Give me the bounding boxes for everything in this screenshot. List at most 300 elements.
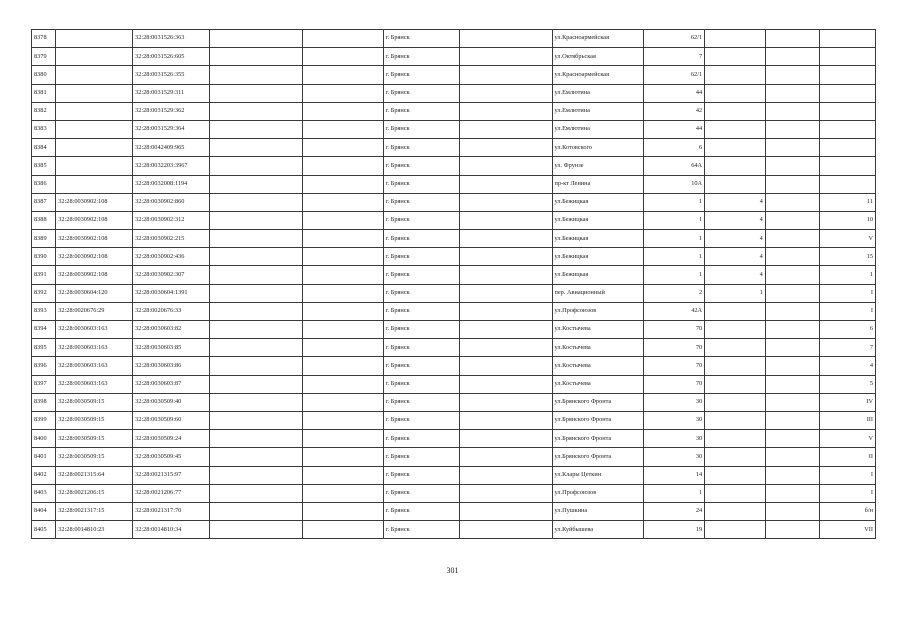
cadastral-number-cell: 32:28:0030902:307	[133, 266, 210, 284]
empty-cell	[302, 230, 383, 248]
building-cell	[705, 466, 766, 484]
house-number-cell: 10А	[644, 175, 705, 193]
empty-cell	[209, 266, 302, 284]
street-cell: ул.Бежицкая	[552, 211, 644, 229]
house-number-cell: 42А	[644, 302, 705, 320]
row-number-cell: 8385	[32, 157, 56, 175]
house-number-cell: 24	[644, 502, 705, 520]
cadastral-number-cell: 32:28:0031529:311	[133, 84, 210, 102]
city-cell: г. Брянск	[383, 339, 459, 357]
empty-cell	[765, 411, 820, 429]
empty-cell	[302, 284, 383, 302]
empty-cell	[765, 120, 820, 138]
building-cell	[705, 102, 766, 120]
street-cell: ул.Костычева	[552, 339, 644, 357]
row-number-cell: 8380	[32, 66, 56, 84]
empty-cell	[209, 48, 302, 66]
empty-cell	[765, 84, 820, 102]
empty-cell	[459, 357, 552, 375]
building-cell	[705, 339, 766, 357]
unit-cell: IV	[820, 393, 876, 411]
parcel-number-cell	[56, 66, 133, 84]
unit-cell: I	[820, 284, 876, 302]
table-row	[32, 302, 876, 320]
empty-cell	[209, 339, 302, 357]
empty-cell	[302, 175, 383, 193]
unit-cell	[820, 157, 876, 175]
unit-cell: 15	[820, 248, 876, 266]
empty-cell	[302, 48, 383, 66]
empty-cell	[459, 393, 552, 411]
unit-cell: б/н	[820, 502, 876, 520]
unit-cell: 5	[820, 375, 876, 393]
table-row	[32, 411, 876, 429]
house-number-cell: 30	[644, 393, 705, 411]
empty-cell	[765, 375, 820, 393]
cadastral-number-cell: 32:28:0020676:33	[133, 302, 210, 320]
empty-cell	[459, 230, 552, 248]
empty-cell	[209, 139, 302, 157]
cadastral-number-cell: 32:28:0021206:77	[133, 484, 210, 502]
empty-cell	[459, 284, 552, 302]
empty-cell	[765, 430, 820, 448]
parcel-number-cell: 32:28:0030509:15	[56, 430, 133, 448]
empty-cell	[209, 302, 302, 320]
row-number-cell: 8395	[32, 339, 56, 357]
building-cell	[705, 448, 766, 466]
table-row	[32, 230, 876, 248]
empty-cell	[459, 430, 552, 448]
empty-cell	[302, 302, 383, 320]
empty-cell	[302, 266, 383, 284]
empty-cell	[459, 211, 552, 229]
empty-cell	[209, 393, 302, 411]
house-number-cell: 6	[644, 139, 705, 157]
street-cell: ул.Красноармейская	[552, 66, 644, 84]
table-row	[32, 466, 876, 484]
cadastral-number-cell: 32:28:0031526:363	[133, 30, 210, 48]
unit-cell: III	[820, 411, 876, 429]
parcel-number-cell: 32:28:0030603:163	[56, 339, 133, 357]
street-cell: пер. Авиационный	[552, 284, 644, 302]
empty-cell	[302, 193, 383, 211]
empty-cell	[209, 84, 302, 102]
empty-cell	[209, 284, 302, 302]
empty-cell	[459, 339, 552, 357]
table-row	[32, 430, 876, 448]
building-cell: 1	[705, 284, 766, 302]
parcel-number-cell: 32:28:0030604:120	[56, 284, 133, 302]
cadastral-number-cell: 32:28:0030902:312	[133, 211, 210, 229]
table-row	[32, 139, 876, 157]
unit-cell: VII	[820, 521, 876, 539]
cadastral-number-cell: 32:28:0031529:362	[133, 102, 210, 120]
empty-cell	[209, 430, 302, 448]
empty-cell	[209, 484, 302, 502]
parcel-number-cell: 32:28:0030603:163	[56, 357, 133, 375]
empty-cell	[765, 139, 820, 157]
parcel-number-cell: 32:28:0021317:15	[56, 502, 133, 520]
row-number-cell: 8392	[32, 284, 56, 302]
empty-cell	[765, 393, 820, 411]
unit-cell	[820, 139, 876, 157]
house-number-cell: 1	[644, 230, 705, 248]
empty-cell	[302, 393, 383, 411]
unit-cell	[820, 30, 876, 48]
city-cell: г. Брянск	[383, 120, 459, 138]
street-cell: ул.Клары Цеткин	[552, 466, 644, 484]
row-number-cell: 8390	[32, 248, 56, 266]
street-cell: ул.Брянского Фронта	[552, 411, 644, 429]
row-number-cell: 8378	[32, 30, 56, 48]
empty-cell	[459, 84, 552, 102]
empty-cell	[302, 139, 383, 157]
building-cell	[705, 175, 766, 193]
cadastral-number-cell: 32:28:0030902:860	[133, 193, 210, 211]
parcel-number-cell	[56, 84, 133, 102]
unit-cell	[820, 175, 876, 193]
unit-cell	[820, 66, 876, 84]
empty-cell	[209, 211, 302, 229]
table-row	[32, 484, 876, 502]
empty-cell	[459, 502, 552, 520]
house-number-cell: 64А	[644, 157, 705, 175]
row-number-cell: 8383	[32, 120, 56, 138]
cadastral-number-cell: 32:28:0030509:40	[133, 393, 210, 411]
building-cell	[705, 393, 766, 411]
empty-cell	[209, 448, 302, 466]
house-number-cell: 7	[644, 48, 705, 66]
city-cell: г. Брянск	[383, 175, 459, 193]
street-cell: ул.Котовского	[552, 139, 644, 157]
unit-cell	[820, 102, 876, 120]
unit-cell: V	[820, 230, 876, 248]
empty-cell	[765, 266, 820, 284]
parcel-number-cell: 32:28:0030509:15	[56, 411, 133, 429]
row-number-cell: 8399	[32, 411, 56, 429]
empty-cell	[765, 321, 820, 339]
city-cell: г. Брянск	[383, 448, 459, 466]
empty-cell	[209, 248, 302, 266]
table-row	[32, 66, 876, 84]
house-number-cell: 14	[644, 466, 705, 484]
street-cell: ул.Бежицкая	[552, 193, 644, 211]
table-row	[32, 357, 876, 375]
building-cell	[705, 411, 766, 429]
empty-cell	[209, 357, 302, 375]
street-cell: ул.Бежицкая	[552, 230, 644, 248]
empty-cell	[459, 266, 552, 284]
city-cell: г. Брянск	[383, 48, 459, 66]
parcel-number-cell: 32:28:0014810:23	[56, 521, 133, 539]
row-number-cell: 8394	[32, 321, 56, 339]
city-cell: г. Брянск	[383, 66, 459, 84]
building-cell	[705, 484, 766, 502]
empty-cell	[302, 521, 383, 539]
table-row	[32, 339, 876, 357]
empty-cell	[459, 193, 552, 211]
cadastral-number-cell: 32:28:0031526:605	[133, 48, 210, 66]
empty-cell	[209, 102, 302, 120]
city-cell: г. Брянск	[383, 466, 459, 484]
city-cell: г. Брянск	[383, 139, 459, 157]
building-cell: 4	[705, 266, 766, 284]
building-cell	[705, 66, 766, 84]
parcel-number-cell	[56, 48, 133, 66]
building-cell	[705, 521, 766, 539]
parcel-number-cell: 32:28:0030509:15	[56, 393, 133, 411]
table-row	[32, 102, 876, 120]
house-number-cell: 70	[644, 321, 705, 339]
row-number-cell: 8403	[32, 484, 56, 502]
empty-cell	[459, 302, 552, 320]
empty-cell	[765, 339, 820, 357]
city-cell: г. Брянск	[383, 193, 459, 211]
empty-cell	[765, 284, 820, 302]
empty-cell	[302, 448, 383, 466]
city-cell: г. Брянск	[383, 157, 459, 175]
parcel-number-cell: 32:28:0021315:64	[56, 466, 133, 484]
street-cell: ул.Брянского Фронта	[552, 430, 644, 448]
street-cell: ул.Костычева	[552, 321, 644, 339]
house-number-cell: 62/1	[644, 30, 705, 48]
house-number-cell: 30	[644, 430, 705, 448]
city-cell: г. Брянск	[383, 102, 459, 120]
empty-cell	[459, 175, 552, 193]
cadastral-number-cell: 32:28:0021315:97	[133, 466, 210, 484]
street-cell: ул.Октябрьская	[552, 48, 644, 66]
empty-cell	[459, 157, 552, 175]
parcel-number-cell	[56, 139, 133, 157]
empty-cell	[459, 48, 552, 66]
empty-cell	[302, 120, 383, 138]
house-number-cell: 30	[644, 411, 705, 429]
street-cell: ул.Емлютина	[552, 102, 644, 120]
empty-cell	[765, 230, 820, 248]
row-number-cell: 8400	[32, 430, 56, 448]
row-number-cell: 8381	[32, 84, 56, 102]
cadastral-number-cell: 32:28:0030509:60	[133, 411, 210, 429]
building-cell	[705, 120, 766, 138]
empty-cell	[302, 248, 383, 266]
row-number-cell: 8404	[32, 502, 56, 520]
building-cell: 4	[705, 230, 766, 248]
street-cell: ул.Костычева	[552, 357, 644, 375]
city-cell: г. Брянск	[383, 84, 459, 102]
cadastral-number-cell: 32:28:0030603:82	[133, 321, 210, 339]
building-cell	[705, 139, 766, 157]
empty-cell	[459, 66, 552, 84]
empty-cell	[302, 357, 383, 375]
house-number-cell: 70	[644, 339, 705, 357]
street-cell: ул.Куйбышева	[552, 521, 644, 539]
empty-cell	[459, 448, 552, 466]
parcel-number-cell	[56, 175, 133, 193]
street-cell: ул.Профсоюзов	[552, 302, 644, 320]
empty-cell	[209, 175, 302, 193]
house-number-cell: 1	[644, 266, 705, 284]
parcel-number-cell: 32:28:0021206:15	[56, 484, 133, 502]
street-cell: ул.Бежицкая	[552, 266, 644, 284]
table-row	[32, 193, 876, 211]
empty-cell	[302, 321, 383, 339]
empty-cell	[209, 411, 302, 429]
empty-cell	[765, 357, 820, 375]
row-number-cell: 8384	[32, 139, 56, 157]
city-cell: г. Брянск	[383, 230, 459, 248]
unit-cell	[820, 48, 876, 66]
city-cell: г. Брянск	[383, 284, 459, 302]
row-number-cell: 8393	[32, 302, 56, 320]
row-number-cell: 8398	[32, 393, 56, 411]
parcel-number-cell	[56, 157, 133, 175]
city-cell: г. Брянск	[383, 411, 459, 429]
street-cell: ул. Фрунзе	[552, 157, 644, 175]
building-cell	[705, 357, 766, 375]
cadastral-number-cell: 32:28:0031526:355	[133, 66, 210, 84]
unit-cell: 1	[820, 266, 876, 284]
table-row	[32, 284, 876, 302]
cadastral-number-cell: 32:28:0042409:965	[133, 139, 210, 157]
house-number-cell: 19	[644, 521, 705, 539]
empty-cell	[209, 375, 302, 393]
cadastral-number-cell: 32:28:0030604:1391	[133, 284, 210, 302]
building-cell: 4	[705, 211, 766, 229]
parcel-number-cell: 32:28:0030603:163	[56, 375, 133, 393]
city-cell: г. Брянск	[383, 393, 459, 411]
city-cell: г. Брянск	[383, 248, 459, 266]
empty-cell	[459, 411, 552, 429]
house-number-cell: 1	[644, 484, 705, 502]
street-cell: пр-кт Ленина	[552, 175, 644, 193]
empty-cell	[459, 466, 552, 484]
building-cell	[705, 48, 766, 66]
house-number-cell: 70	[644, 357, 705, 375]
parcel-number-cell: 32:28:0030902:108	[56, 248, 133, 266]
empty-cell	[765, 521, 820, 539]
empty-cell	[209, 230, 302, 248]
empty-cell	[459, 30, 552, 48]
empty-cell	[209, 521, 302, 539]
parcel-number-cell	[56, 102, 133, 120]
table-row	[32, 266, 876, 284]
parcel-number-cell: 32:28:0030902:108	[56, 230, 133, 248]
street-cell: ул.Костычева	[552, 375, 644, 393]
empty-cell	[302, 211, 383, 229]
empty-cell	[765, 30, 820, 48]
empty-cell	[209, 502, 302, 520]
table-row	[32, 375, 876, 393]
parcel-number-cell	[56, 120, 133, 138]
parcel-number-cell: 32:28:0030509:15	[56, 448, 133, 466]
cadastral-number-cell: 32:28:0030603:85	[133, 339, 210, 357]
building-cell	[705, 302, 766, 320]
empty-cell	[459, 321, 552, 339]
empty-cell	[302, 30, 383, 48]
empty-cell	[765, 157, 820, 175]
empty-cell	[765, 448, 820, 466]
table-row	[32, 211, 876, 229]
empty-cell	[209, 321, 302, 339]
parcel-number-cell: 32:28:0020676:29	[56, 302, 133, 320]
row-number-cell: 8388	[32, 211, 56, 229]
house-number-cell: 1	[644, 211, 705, 229]
empty-cell	[765, 502, 820, 520]
street-cell: ул.Емлютина	[552, 84, 644, 102]
unit-cell	[820, 84, 876, 102]
table-row	[32, 157, 876, 175]
row-number-cell: 8397	[32, 375, 56, 393]
empty-cell	[459, 484, 552, 502]
table-row	[32, 120, 876, 138]
house-number-cell: 62/1	[644, 66, 705, 84]
city-cell: г. Брянск	[383, 502, 459, 520]
building-cell: 4	[705, 193, 766, 211]
cadastral-number-cell: 32:28:0014810:34	[133, 521, 210, 539]
street-cell: ул.Бежицкая	[552, 248, 644, 266]
city-cell: г. Брянск	[383, 484, 459, 502]
page-number: 301	[446, 566, 459, 575]
street-cell: ул.Брянского Фронта	[552, 393, 644, 411]
city-cell: г. Брянск	[383, 211, 459, 229]
empty-cell	[765, 48, 820, 66]
house-number-cell: 1	[644, 248, 705, 266]
row-number-cell: 8389	[32, 230, 56, 248]
table-row	[32, 448, 876, 466]
cadastral-number-cell: 32:28:0032008:1194	[133, 175, 210, 193]
empty-cell	[459, 375, 552, 393]
city-cell: г. Брянск	[383, 375, 459, 393]
table-row	[32, 48, 876, 66]
cadastral-number-cell: 32:28:0031529:364	[133, 120, 210, 138]
building-cell	[705, 502, 766, 520]
empty-cell	[302, 375, 383, 393]
street-cell: ул.Брянского Фронта	[552, 448, 644, 466]
empty-cell	[765, 466, 820, 484]
unit-cell: I	[820, 484, 876, 502]
row-number-cell: 8401	[32, 448, 56, 466]
unit-cell: 10	[820, 211, 876, 229]
empty-cell	[302, 157, 383, 175]
registry-table	[31, 29, 876, 539]
unit-cell: 4	[820, 357, 876, 375]
empty-cell	[765, 102, 820, 120]
house-number-cell: 1	[644, 193, 705, 211]
building-cell	[705, 30, 766, 48]
parcel-number-cell: 32:28:0030902:108	[56, 266, 133, 284]
table-row	[32, 521, 876, 539]
parcel-number-cell: 32:28:0030603:163	[56, 321, 133, 339]
empty-cell	[765, 302, 820, 320]
parcel-number-cell	[56, 30, 133, 48]
city-cell: г. Брянск	[383, 266, 459, 284]
city-cell: г. Брянск	[383, 430, 459, 448]
empty-cell	[302, 484, 383, 502]
street-cell: ул.Пушкина	[552, 502, 644, 520]
table-row	[32, 248, 876, 266]
building-cell	[705, 430, 766, 448]
empty-cell	[459, 102, 552, 120]
empty-cell	[209, 157, 302, 175]
empty-cell	[302, 339, 383, 357]
empty-cell	[302, 84, 383, 102]
empty-cell	[302, 66, 383, 84]
empty-cell	[765, 66, 820, 84]
unit-cell: I	[820, 302, 876, 320]
unit-cell: 11	[820, 193, 876, 211]
street-cell: ул.Профсоюзов	[552, 484, 644, 502]
cadastral-number-cell: 32:28:0030509:24	[133, 430, 210, 448]
